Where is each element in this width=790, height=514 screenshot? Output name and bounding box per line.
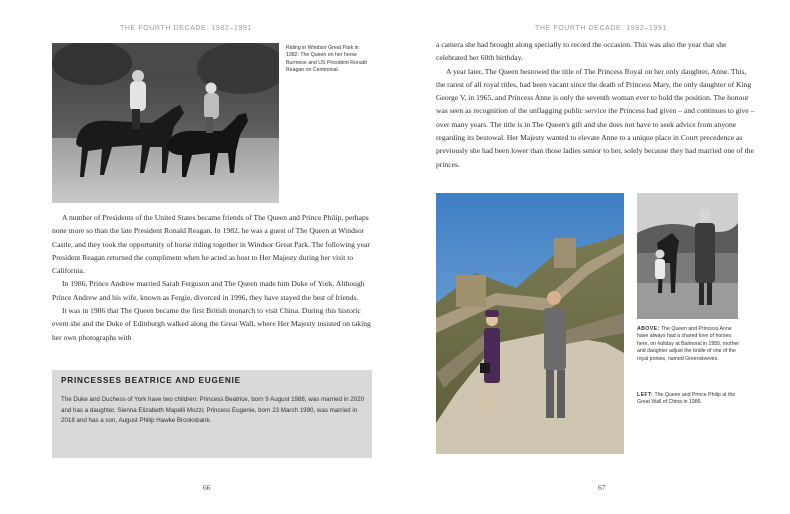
caption-above-label: ABOVE: xyxy=(637,326,660,332)
sidebar-box xyxy=(52,370,372,458)
photo-riding-windsor xyxy=(52,43,279,203)
caption-left-label: LEFT: xyxy=(637,392,654,398)
paragraph: It was in 1986 that The Queen became the first British monarch to visit China. During this historic event she and the Duke of Edinburgh walked along the Great Wall, where Her Majesty insisted on taking her own photographs with xyxy=(52,306,371,342)
paragraph: A number of Presidents of the United States became friends of The Queen and Prince Philip, perhaps none more so than the late President Ronald Reagan. In 1982, he was a guest of The Queen at Windsor Castle, and they took the opportunity of horse riding together in Windsor Great Park. The following year President Reagan returned the compliment when he acted as host to Her Majesty during her visit to California. xyxy=(52,213,370,276)
photo-caption-riding: Riding in Windsor Great Park in 1982: The Queen on her horse Burmese and US President Ronald Reagan on Centennial. xyxy=(286,45,367,74)
left-body-text xyxy=(52,211,372,344)
caption-above xyxy=(637,326,740,363)
caption-left-text: The Queen and Prince Philip at the Great Wall of China in 1986. xyxy=(637,392,736,406)
running-head-left: THE FOURTH DECADE: 1982–1991 xyxy=(120,25,252,32)
caption-left xyxy=(637,392,740,407)
sidebar-text: The Duke and Duchess of York have two children: Princess Beatrice, born 9 August 1988, was married in 2020 and has a daughter, Sienna Elizabeth Mapelli Mozzi; Princess Eugenie, born 23 March 1990, was married in 2018 and has a son, August Philip Hawke Brooksbank. xyxy=(61,396,365,425)
photo-great-wall xyxy=(436,193,624,454)
running-head-right: THE FOURTH DECADE: 1982–1991 xyxy=(535,25,667,32)
photo-balmoral-horse xyxy=(637,193,738,319)
page-number-left: 66 xyxy=(203,483,211,492)
page-number-right: 67 xyxy=(598,483,606,492)
paragraph: a camera she had brought along specially to record the occasion. This was also the year that she celebrated her 60th birthday. xyxy=(436,40,727,63)
right-page xyxy=(395,0,790,514)
caption-above-text: The Queen and Princess Anne have always had a shared love of horses: here, on holiday at Balmoral in 1955, mother and daughter adjust the bridle of one of the royal ponies, named Greensleeves. xyxy=(637,326,740,362)
right-body-text xyxy=(436,38,756,171)
paragraph: A year later, The Queen bestowed the title of The Princess Royal on her only daughter, Anne. This, the rarest of all royal titles, had been vacant since the death of Princess Mary, the only daughter of King George V, in 1965, and Princess Anne is only the seventh woman ever to hold the position. The honour was seen as recognition of the unflagging public service the Princess had given – and continues to give – over many years. The title is in The Queen's gift and she does not have to seek advice from anyone regarding its bestowal. Her Majesty wanted to elevate Anne to a unique place in Court precedence as previously she had been lower than those ladies senior to her, solely because they had married one of the princes. xyxy=(436,66,755,169)
sidebar-title: PRINCESSES BEATRICE AND EUGENIE xyxy=(61,376,241,385)
paragraph: In 1986, Prince Andrew married Sarah Ferguson and The Queen made him Duke of York. Although Prince Andrew and his wife, known as Fergie, divorced in 1996, they have stayed the best of friends. xyxy=(52,279,365,302)
